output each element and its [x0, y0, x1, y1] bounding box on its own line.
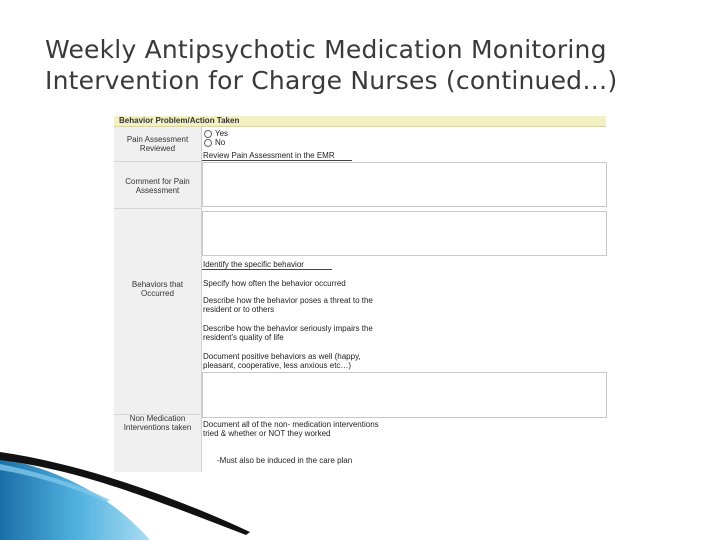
behaviors-hint-positive: Document positive behaviors as well (happy, pleasant, cooperative, less anxious etc…) — [203, 352, 361, 370]
row-divider — [114, 161, 201, 162]
row-divider — [114, 208, 201, 209]
slide-title-line2: Intervention for Charge Nurses (continued…) — [45, 66, 618, 95]
behaviors-hint-quality: Describe how the behavior seriously impairs the resident's quality of life — [203, 324, 373, 342]
behaviors-textarea[interactable] — [202, 211, 607, 256]
interventions-label-line1: Non Medication — [129, 414, 186, 423]
pain-hint-underline — [202, 160, 352, 161]
comment-textarea[interactable] — [202, 162, 607, 207]
radio-yes-circle[interactable] — [204, 130, 212, 138]
interventions-label — [114, 414, 201, 432]
behaviors-label — [114, 280, 201, 298]
comment-label-line1: Comment for Pain — [125, 177, 190, 186]
slide-title-line1: Weekly Antipsychotic Medication Monitoring — [45, 35, 607, 64]
behavior-form — [114, 116, 606, 472]
interventions-hint: Document all of the non- medication interventions tried & whether or NOT they worked — [203, 420, 379, 438]
radio-no-label: No — [215, 138, 226, 147]
behaviors-hint-threat: Describe how the behavior poses a threat to the resident or to others — [203, 296, 373, 314]
interventions-label-line2: Interventions taken — [123, 423, 192, 432]
radio-no[interactable] — [204, 138, 225, 147]
radio-no-circle[interactable] — [204, 139, 212, 147]
decorative-swoosh — [0, 440, 720, 540]
form-header-label: Behavior Problem/Action Taken — [119, 116, 240, 125]
behaviors-hint-identify: Identify the specific behavior — [203, 260, 304, 269]
interventions-textarea[interactable] — [202, 372, 607, 418]
comment-label-line2: Assessment — [135, 186, 180, 195]
behaviors-hint-underline — [202, 269, 332, 270]
radio-yes-label: Yes — [215, 129, 229, 138]
behaviors-hint-frequency: Specify how often the behavior occurred — [203, 279, 346, 288]
behaviors-label-line2: Occurred — [141, 289, 174, 298]
form-header — [114, 116, 606, 127]
pain-assessment-label-line1: Pain Assessment — [126, 135, 189, 144]
pain-assessment-hint: Review Pain Assessment in the EMR — [203, 151, 335, 160]
interventions-note: -Must also be induced in the care plan — [217, 456, 353, 465]
pain-assessment-label — [114, 135, 201, 153]
pain-assessment-label-line2: Reviewed — [139, 144, 176, 153]
behaviors-label-line1: Behaviors that — [131, 280, 184, 289]
comment-label — [114, 177, 201, 195]
radio-yes[interactable] — [204, 129, 228, 138]
slide-title — [45, 34, 705, 96]
